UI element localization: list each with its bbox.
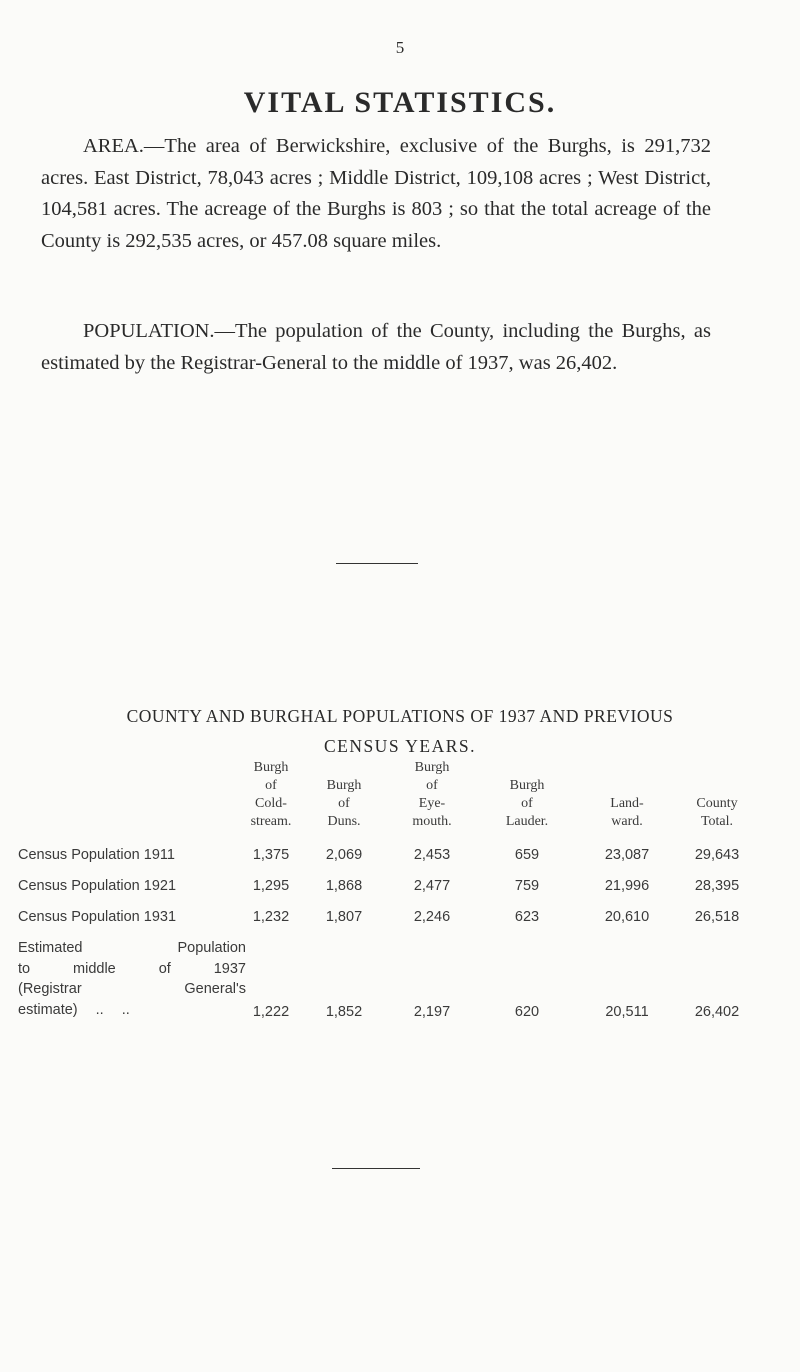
table-row — [18, 870, 762, 901]
column-header — [246, 759, 296, 839]
population-paragraph: POPULATION.—The population of the County, including the Burghs, as estimated by the Registrar-General to the middle of 1937, was 26,402. — [41, 320, 711, 374]
column-header — [472, 759, 582, 839]
table-cell: 20,511 — [605, 1004, 649, 1020]
header-line: mouth. — [412, 814, 452, 829]
page-number: 5 — [395, 38, 405, 57]
label-line — [18, 959, 246, 980]
label-word: Population — [177, 940, 246, 956]
header-line: Burgh — [414, 760, 450, 775]
row-label: Census Population 1921 — [18, 877, 177, 894]
table-cell: 2,246 — [413, 908, 451, 925]
bottom-divider — [332, 1168, 420, 1169]
table-cell: 1,807 — [325, 908, 363, 925]
table-cell: 1,295 — [252, 877, 290, 894]
column-header — [392, 759, 472, 839]
header-line: Burgh — [509, 778, 545, 793]
row-label — [18, 932, 246, 1022]
header-line: Eye- — [418, 796, 446, 811]
header-line: of — [521, 796, 533, 811]
column-header — [296, 759, 392, 839]
label-word: 1937 — [213, 960, 246, 977]
label-word: estimate) — [18, 1001, 78, 1018]
table-cell: 2,453 — [413, 846, 451, 863]
label-word: .. — [121, 1001, 130, 1018]
table-cell: 2,069 — [325, 846, 363, 863]
table-row — [18, 839, 762, 870]
label-word: to — [18, 960, 31, 977]
table-cell: 23,087 — [604, 846, 650, 863]
label-word: Estimated — [18, 940, 83, 956]
table-cell: 1,852 — [325, 1004, 363, 1020]
header-line: of — [426, 778, 438, 793]
section-divider — [336, 563, 418, 564]
page-title: VITAL STATISTICS. — [243, 86, 557, 119]
table-cell: 1,375 — [252, 846, 290, 863]
header-line: Land- — [610, 796, 644, 811]
label-line — [18, 938, 246, 959]
row-label: Census Population 1931 — [18, 908, 177, 925]
population-table — [18, 759, 762, 1022]
table-cell: 623 — [514, 908, 540, 925]
header-line: Burgh — [253, 760, 289, 775]
label-word: of — [158, 960, 171, 977]
label-word: General's — [184, 981, 246, 997]
area-paragraph: AREA.—The area of Berwickshire, exclusive of the Burghs, is 291,732 acres. East District, 78,043 acres ; Middle District, 109,108 acres ; West District, 104,581 acres. The acreage of the Burghs is 803 ; so that the total acreage of the County is 292,535 acres, or 457.08 square miles. — [41, 135, 711, 252]
table-cell: 759 — [514, 877, 540, 894]
table-header-row — [18, 759, 762, 839]
table-cell: 2,477 — [413, 877, 451, 894]
header-blank — [18, 759, 246, 839]
header-line: ward. — [611, 814, 643, 829]
table-cell: 21,996 — [604, 877, 650, 894]
label-word: .. — [95, 1001, 104, 1018]
column-header — [582, 759, 672, 839]
header-line: stream. — [250, 814, 292, 829]
header-line: Burgh — [326, 778, 362, 793]
table-title: COUNTY AND BURGHAL POPULATIONS OF 1937 AND PREVIOUS — [126, 706, 674, 726]
table-cell: 1,222 — [252, 1004, 290, 1020]
header-line: of — [338, 796, 350, 811]
header-line: of — [265, 778, 277, 793]
table-cell: 2,197 — [413, 1004, 451, 1020]
table-cell: 26,402 — [694, 1004, 740, 1020]
column-header — [672, 759, 762, 839]
header-line: Lauder. — [505, 814, 549, 829]
table-cell: 1,868 — [325, 877, 363, 894]
table-cell: 29,643 — [694, 846, 740, 863]
label-word: (Registrar — [18, 981, 82, 997]
header-line: Duns. — [327, 814, 361, 829]
table-cell: 26,518 — [694, 908, 740, 925]
label-word: middle — [73, 960, 116, 977]
label-line — [18, 1000, 246, 1021]
table-row-estimate — [18, 932, 762, 1022]
header-line: Cold- — [255, 796, 287, 811]
table-cell: 1,232 — [252, 908, 290, 925]
table-cell: 659 — [514, 846, 540, 863]
header-line: Total. — [700, 814, 734, 829]
label-line — [18, 979, 246, 1000]
table-subtitle: CENSUS YEARS. — [323, 736, 477, 756]
table-cell: 28,395 — [694, 877, 740, 894]
table-cell: 620 — [514, 1004, 540, 1020]
table-row — [18, 901, 762, 932]
row-label: Census Population 1911 — [18, 846, 175, 863]
table-cell: 20,610 — [604, 908, 650, 925]
header-line: County — [696, 796, 738, 811]
